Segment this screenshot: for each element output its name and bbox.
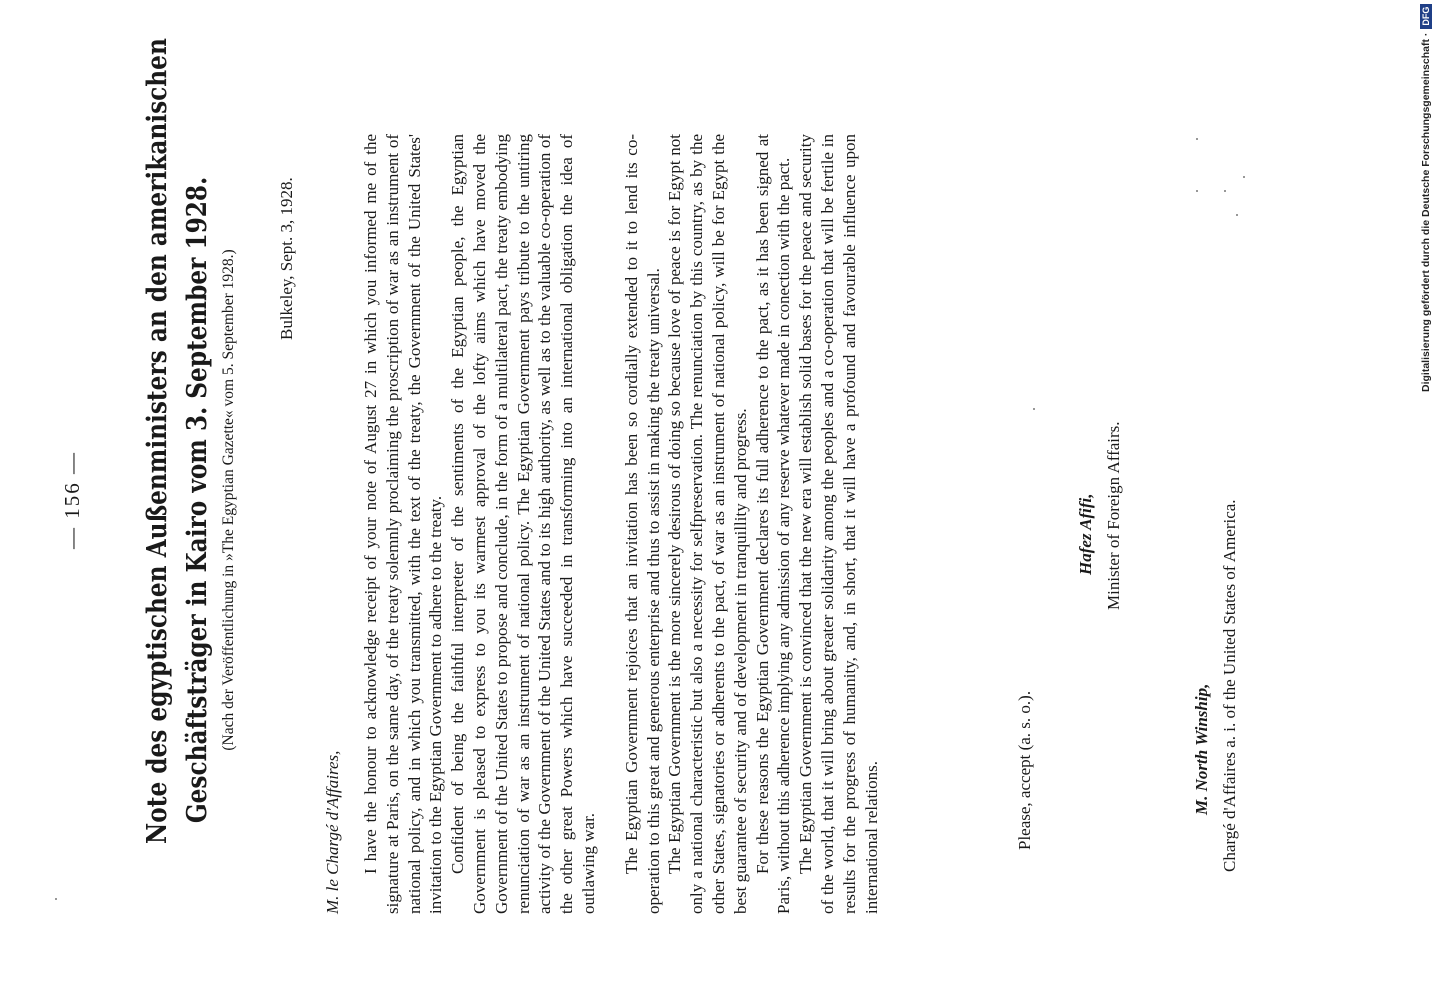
paragraph-6: The Egyptian Government is convinced that the new era will establish solid bases for the peace and security of the world, that it will bring about greater solidarity among the peoples and a co-operation that will be fertile in results for the progress of humanity, and, in short, that it will have a profound and favourable influence upon international relations. xyxy=(796,134,881,914)
dateline: Bulkeley, Sept. 3, 1928. xyxy=(277,177,296,340)
paragraph-4: The Egyptian Government is the more sincerely desirous of doing so because love of peace is for Egypt not only a national characteristic but also a necessity for selfpreservation. The renunciation by this country, as by the other States, signatories or adherents to the pact, of war as an instrument of national policy, will be for Egypt the best guarantee of security and of development in tranquillity and progress. xyxy=(665,134,750,914)
dfg-logo-icon: DFG xyxy=(1420,4,1432,29)
paragraph-1: I have the honour to acknowledge receipt of your note of August 27 in which you informed me of the signature at Paris, on the same day, of the treaty solemnly proclaiming the proscription of war as an instrument of national policy, and in which you transmitted, with the text of the treaty, the Government of the United States' invitation to the Egyptian Government to adhere to the treaty. xyxy=(361,134,446,914)
document-title xyxy=(138,38,218,844)
page-number: — 156 — xyxy=(60,451,84,549)
document-subtitle: (Nach der Veröffentlichung in »The Egyptian Gazette« vom 5. September 1928.) xyxy=(220,249,237,751)
paragraph-2: Confident of being the faithful interpreter of the sentiments of the Egyptian people, the Egyptian Government is pleased to express to you its warmest approval of the lofty aims which have moved the Government of the United States to propose and conclude, in the form of a multilateral pact, the treaty embodying renunciation of war as an instrument of national policy. The Egyptian Government pays tribute to the untiring activity of the Government of the United States and to its high authority, as well as to the valuable co-operation of the other great Powers which have succeeded in transforming into an international obligation the idea of outlawing war. xyxy=(448,134,598,914)
letter-body xyxy=(360,134,882,914)
paragraph-3: The Egyptian Government rejoices that an invitation has been so cordially extended to it to lend its co-operation to this great and generous enterprise and thus to assist in making the treaty universal. xyxy=(621,134,663,914)
scan-speck xyxy=(1033,408,1035,410)
salutation: M. le Chargé d'Affaires, xyxy=(323,750,342,914)
signatory-title: Minister of Foreign Affairs. xyxy=(1104,421,1123,610)
credit-text: Digitalisierung gefördert durch die Deutsche Forschungsgemeinschaft · xyxy=(1420,32,1432,392)
scan-speck xyxy=(1196,138,1198,140)
scan-speck xyxy=(1196,190,1198,192)
title-line-2: Geschäftsträger in Kairo vom 3. September 1928. xyxy=(182,176,213,824)
title-line-1: Note des egyptischen Außenministers an den amerikanischen xyxy=(142,38,173,844)
scan-speck xyxy=(1224,190,1226,192)
closing: Please, accept (a. s. o.). xyxy=(1015,690,1034,850)
paragraph-5: For these reasons the Egyptian Government declares its full adherence to the pact, as it has been signed at Paris, without this adherence implying any admission of any reserve whatever made in conection with the pact. xyxy=(752,134,794,914)
scan-speck xyxy=(1236,214,1238,216)
scan-speck xyxy=(55,898,57,900)
addressee-title: Chargé d'Affaires a. i. of the United States of America. xyxy=(1220,499,1239,872)
digitization-credit xyxy=(1420,4,1432,392)
addressee-name: M. North Winship, xyxy=(1192,683,1211,815)
signatory-name: Hafez Afifi, xyxy=(1076,493,1095,575)
scan-speck xyxy=(1243,176,1245,178)
